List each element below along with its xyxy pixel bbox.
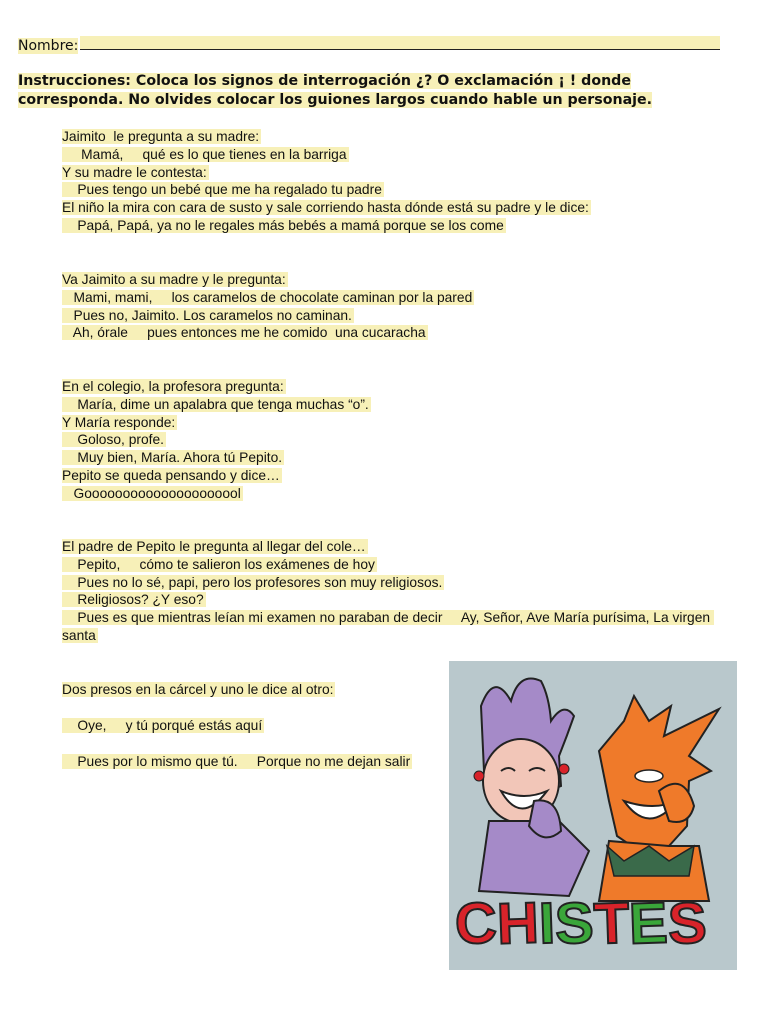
story-line: Y María responde: [62, 414, 176, 430]
story-line: El niño la mira con cara de susto y sale corriendo hasta dónde está su padre y le dice: [62, 200, 589, 216]
story-line: Pues tengo un bebé que me ha regalado tu padre [62, 182, 382, 198]
story-line: Ah, órale pues entonces me he comido una cucaracha [62, 325, 426, 341]
story-colegio [62, 378, 742, 503]
story-line: Pues no, Jaimito. Los caramelos no caminan. [62, 307, 352, 323]
instructions-text: Instrucciones: Coloca los signos de interrogación ¿? O exclamación ¡ ! donde corresponda. No olvides colocar los guiones largos cuando hable un personaje. [18, 73, 653, 108]
story-line: Pepito, cómo te salieron los exámenes de hoy [62, 556, 375, 572]
story-line: Pues es que mientras leían mi examen no paraban de decir Ay, Señor, Ave María purísima, La virgen santa [62, 610, 714, 643]
story-line: Dos presos en la cárcel y uno le dice al otro: [62, 682, 334, 697]
nombre-field [18, 36, 728, 55]
nombre-blank-line[interactable] [80, 36, 720, 50]
story-line: Goloso, profe. [62, 432, 164, 448]
story-jaimito-barriga [62, 128, 742, 235]
story-line: Va Jaimito a su madre y le pregunta: [62, 272, 286, 287]
chistes-logo: CHISTES [453, 890, 708, 957]
story-jaimito-caramelos [62, 271, 742, 342]
nombre-label: Nombre: [18, 38, 79, 54]
story-line: Religiosos? ¿Y eso? [62, 592, 204, 608]
instructions [18, 72, 738, 110]
story-line: Papá, Papá, ya no le regales más bebés a mamá porque se los come [62, 217, 504, 233]
story-line: Muy bien, María. Ahora tú Pepito. [62, 450, 283, 466]
story-line: Pepito se queda pensando y dice… [62, 467, 280, 483]
story-line: En el colegio, la profesora pregunta: [62, 379, 284, 394]
story-pepito-examenes [62, 538, 742, 645]
story-line: El padre de Pepito le pregunta al llegar del cole… [62, 539, 366, 554]
story-line: Pues no lo sé, papi, pero los profesores son muy religiosos. [62, 574, 443, 590]
story-line: Mamá, qué es lo que tienes en la barriga [62, 146, 347, 162]
story-line: Y su madre le contesta: [62, 164, 207, 180]
story-line: Jaimito le pregunta a su madre: [62, 129, 260, 144]
story-line: Pues por lo mismo que tú. Porque no me dejan salir [62, 754, 411, 769]
story-line: Oye, y tú porqué estás aquí [62, 718, 263, 733]
story-line: Mami, mami, los caramelos de chocolate caminan por la pared [62, 289, 473, 305]
chistes-illustration [449, 661, 737, 970]
story-line: Gooooooooooooooooooool [62, 485, 241, 501]
story-line: María, dime un apalabra que tenga muchas “o”. [62, 396, 369, 412]
